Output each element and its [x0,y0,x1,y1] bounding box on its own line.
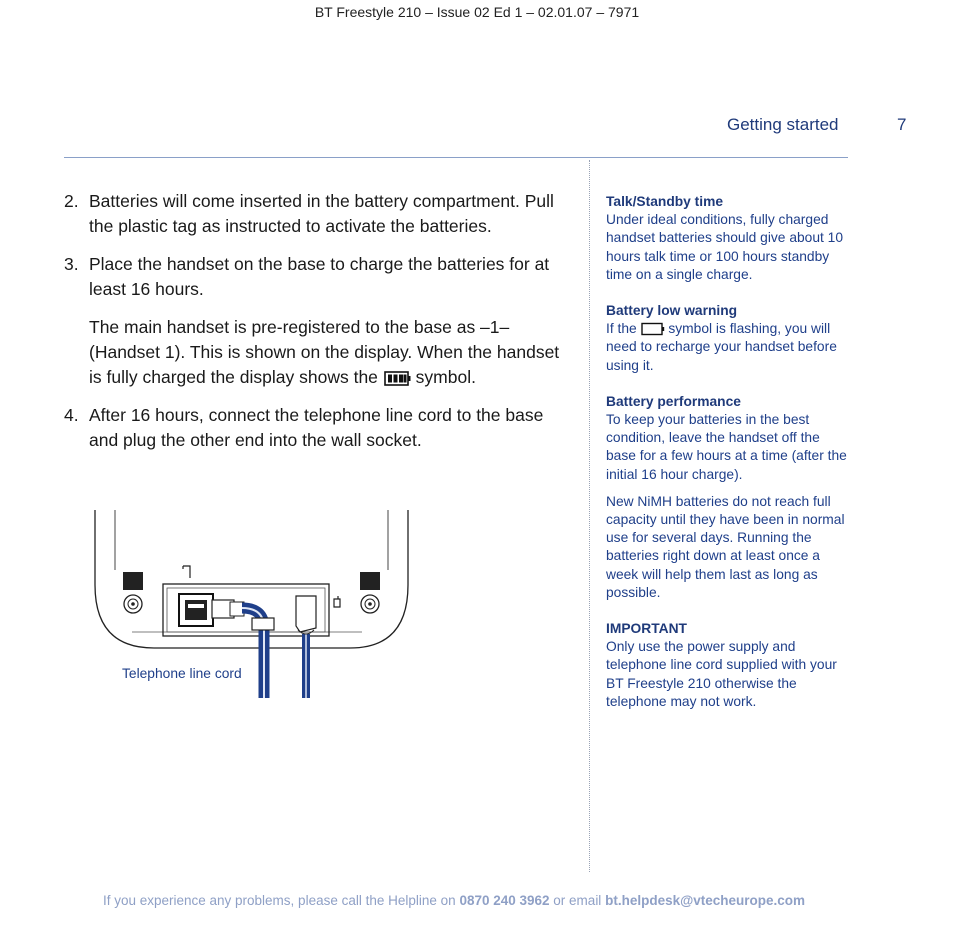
helpdesk-email: bt.helpdesk@vtecheurope.com [605,893,806,908]
helpline-phone: 0870 240 3962 [459,893,550,908]
note-text-end: symbol. [415,367,476,387]
step-3-note [89,315,564,390]
document-code: BT Freestyle 210 – Issue 02 Ed 1 – 02.01.07 – 7971 [314,4,640,20]
talk-standby-heading: Talk/Standby time [606,194,724,209]
step-text: After 16 hours, connect the telephone line cord to the base and plug the other end into the wall socket. [89,405,544,450]
step-2 [64,189,564,239]
battery-performance-heading: Battery performance [606,393,741,409]
instruction-steps [64,189,564,466]
step-text: Batteries will come inserted in the battery compartment. Pull the plastic tag as instructed to activate the batteries. [89,191,554,236]
section-title: Getting started [727,115,839,134]
talk-standby-body: Under ideal conditions, fully charged handset batteries should give about 10 hours talk time or 100 hours standby time on a single charge. [606,212,844,282]
battery-full-icon [383,370,411,387]
step-number: 2. [64,191,79,211]
note-text: The main handset is pre-registered to the base as –1– (Handset 1). This is shown on the display. When the handset is fully charged the display shows the [89,317,560,387]
step-number: 4. [64,405,79,425]
telephone-line-cord-label: Telephone line cord [122,666,242,681]
important-heading: IMPORTANT [606,621,687,637]
power-socket-symbol [334,596,340,607]
column-divider [589,160,590,872]
page-number: 7 [897,115,907,134]
battery-empty-icon [641,322,665,336]
step-text: Place the handset on the base to charge the batteries for at least 16 hours. [89,254,550,299]
battery-low-heading: Battery low warning [606,303,738,319]
important-body: Only use the power supply and telephone line cord supplied with your BT Freestyle 210 otherwise the telephone may not work. [606,639,837,709]
header-rule [64,157,848,158]
step-3 [64,252,564,302]
sidebar-notes [606,193,851,729]
step-4 [64,403,564,453]
left-foot-pad [123,572,143,590]
battery-performance-body-2: New NiMH batteries do not reach full capacity until they have been in normal use for several days. Running the batteries right down at least once a week will help them last as long as possible. [606,493,845,600]
right-foot-pad [360,572,380,590]
battery-performance-body-1: To keep your batteries in the best condition, leave the handset off the base for a few hours at a time (after the initial 16 hour charge). [606,412,847,482]
phone-socket-symbol [183,566,190,578]
battery-low-body: If the symbol is flashing, you will need to recharge your handset before using it. [606,321,837,373]
step-number: 3. [64,254,79,274]
power-plug [296,596,316,632]
helpline-footer: If you experience any problems, please call the Helpline on 0870 240 3962 or email bt.helpdesk@vtecheurope.com [102,893,806,908]
